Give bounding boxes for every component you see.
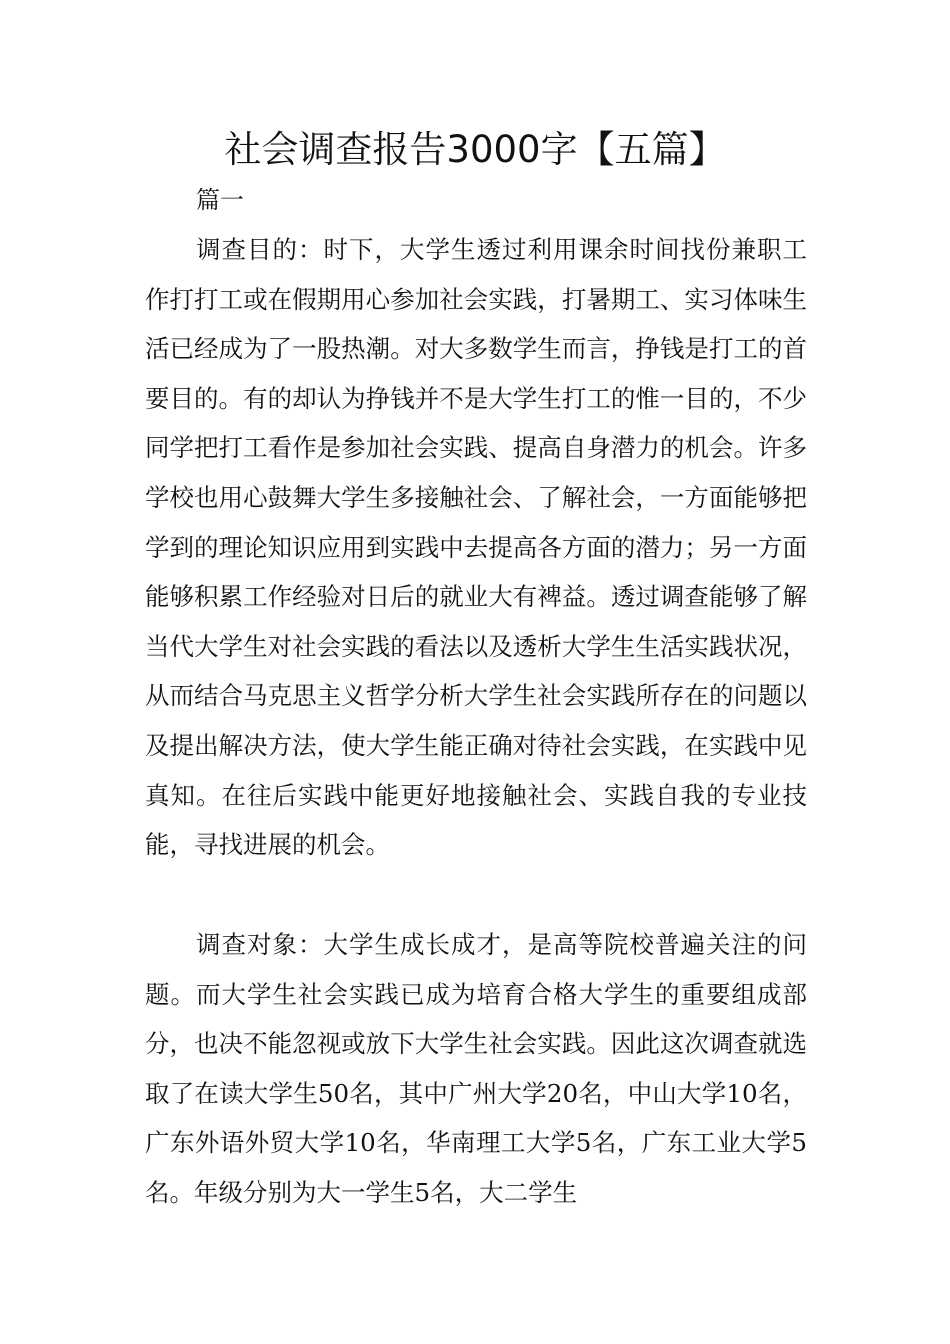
document-title: 社会调查报告3000字【五篇】 <box>224 128 726 171</box>
section-heading: 篇一 <box>196 186 244 214</box>
paragraph-subjects: 调查对象：大学生成长成才，是高等院校普遍关注的问题。而大学生社会实践已成为培育合格大学生的重要组成部分，也决不能忽视或放下大学生社会实践。因此这次调查就选取了在读大学生50名，其中广州大学20名，中山大学10名，广东外语外贸大学10名，华南理工大学5名，广东工业大学5名。年级分别为大一学生5名，大二学生 <box>145 930 807 1207</box>
paragraph-purpose: 调查目的：时下，大学生透过利用课余时间找份兼职工作打打工或在假期用心参加社会实践，打暑期工、实习体味生活已经成为了一股热潮。对大多数学生而言，挣钱是打工的首要目的。有的却认为挣钱并不是大学生打工的惟一目的，不少同学把打工看作是参加社会实践、提高自身潜力的机会。许多学校也用心鼓舞大学生多接触社会、了解社会，一方面能够把学到的理论知识应用到实践中去提高各方面的潜力；另一方面能够积累工作经验对日后的就业大有裨益。透过调查能够了解当代大学生对社会实践的看法以及透析大学生生活实践状况，从而结合马克思主义哲学分析大学生社会实践所存在的问题以及提出解决方法，使大学生能正确对待社会实践，在实践中见真知。在往后实践中能更好地接触社会、实践自我的专业技能，寻找进展的机会。 <box>145 235 807 860</box>
